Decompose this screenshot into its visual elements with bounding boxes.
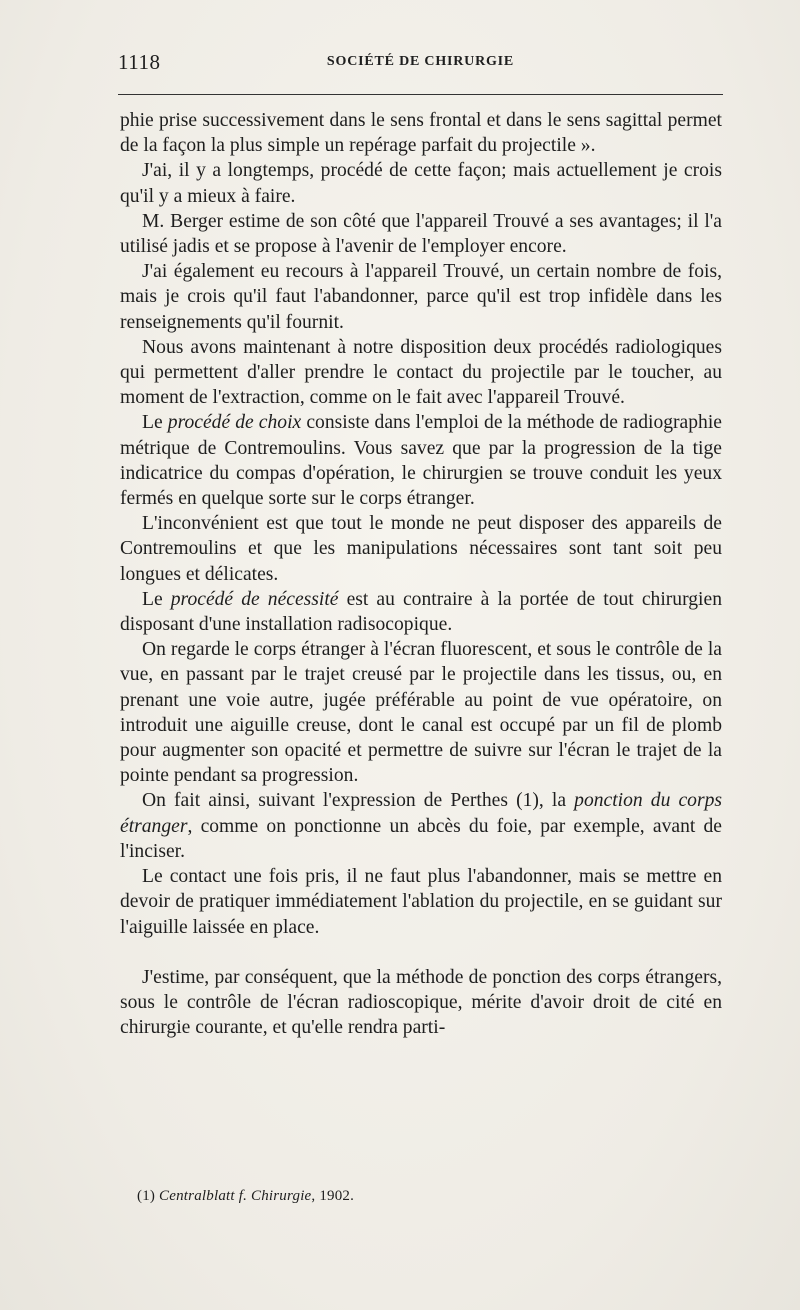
text-run: J'estime, par conséquent, que la méthode de ponction des corps étrangers, sous le contrôle de l'écran radioscopique, mérite d'avoir droit de cité en chirurgie courante, et qu'elle rendra parti- [120, 966, 722, 1039]
body-text [120, 108, 722, 1040]
text-run: Le [142, 412, 168, 434]
paragraph [120, 335, 722, 411]
paragraph [120, 511, 722, 587]
text-run: On regarde le corps étranger à l'écran fluorescent, et sous le contrôle de la vue, en passant par le trajet creusé par le projectile dans les tissus, ou, en prenant une voie autre, jugée préférable au point de vue opératoire, on introduit une aiguille creuse, dont le canal est occupé par un fil de plomb pour augmenter son opacité et permettre de suivre sur l'écran le trajet de la pointe pendant sa progression. [120, 639, 722, 787]
paragraph [120, 637, 722, 788]
page-header [118, 50, 723, 74]
paragraph [120, 259, 722, 335]
header-rule [118, 94, 723, 95]
footnote-year: , 1902. [311, 1188, 355, 1204]
paragraph [120, 864, 722, 940]
text-run: Nous avons maintenant à notre disposition deux procédés radiologiques qui permettent d'aller prendre le contact du projectile par le toucher, au moment de l'extraction, comme on le fait avec l'appareil Trouvé. [120, 336, 722, 409]
paragraph [120, 158, 722, 208]
footnote-marker: (1) [137, 1188, 160, 1204]
text-run: J'ai également eu recours à l'appareil Trouvé, un certain nombre de fois, mais je crois qu'il faut l'abandonner, parce qu'il est trop infidèle dans les renseignements qu'il fournit. [120, 261, 722, 333]
text-run: Le [142, 588, 171, 610]
paragraph [120, 587, 722, 637]
paragraph [120, 108, 722, 158]
paragraph [120, 209, 722, 259]
text-run: On fait ainsi, suivant l'expression de Perthes (1), la [142, 790, 575, 812]
italic-phrase: procédé de choix [167, 412, 302, 434]
text-run: est au contraire à la portée de tout chirurgien disposant d'une installation radisocopique. [120, 588, 722, 636]
text-run: L'inconvénient est que tout le monde ne peut disposer des appareils de Contremoulins et que les manipulations nécessaires sont tant soit peu longues et délicates. [120, 513, 722, 585]
footnote [137, 1188, 354, 1205]
page-number: 1118 [118, 50, 161, 74]
text-run: phie prise successivement dans le sens frontal et dans le sens sagittal permet de la façon la plus simple un repérage parfait du projectile ». [120, 110, 722, 157]
text-run: M. Berger estime de son côté que l'appareil Trouvé a ses avantages; il l'a utilisé jadis et se propose à l'avenir de l'employer encore. [120, 210, 722, 258]
text-run: consiste dans l'emploi de la méthode de radiographie métrique de Contremoulins. Vous savez que par la progression de la tige indicatrice du compas d'opération, le chirurgien se trouve conduit les yeux fermés en quelque sorte sur le corps étranger. [120, 412, 722, 510]
footnote-source: Centralblatt f. Chirurgie [159, 1188, 312, 1204]
text-run: Le contact une fois pris, il ne faut plus l'abandonner, mais se mettre en devoir de pratiquer immédiatement l'ablation du projectile, en se guidant sur l'aiguille laissée en place. [120, 866, 722, 938]
italic-phrase: ponction du corps étranger [120, 790, 723, 837]
text-run: J'ai, il y a longtemps, procédé de cette façon; mais actuellement je crois qu'il y a mieux à faire. [120, 160, 722, 207]
paragraph [120, 410, 722, 511]
running-head: SOCIÉTÉ DE CHIRURGIE [326, 54, 515, 69]
text-run: , comme on ponctionne un abcès du foie, par exemple, avant de l'inciser. [120, 815, 722, 862]
paragraph [120, 965, 722, 1041]
paragraph [120, 788, 722, 864]
italic-phrase: procédé de nécessité [170, 588, 339, 610]
